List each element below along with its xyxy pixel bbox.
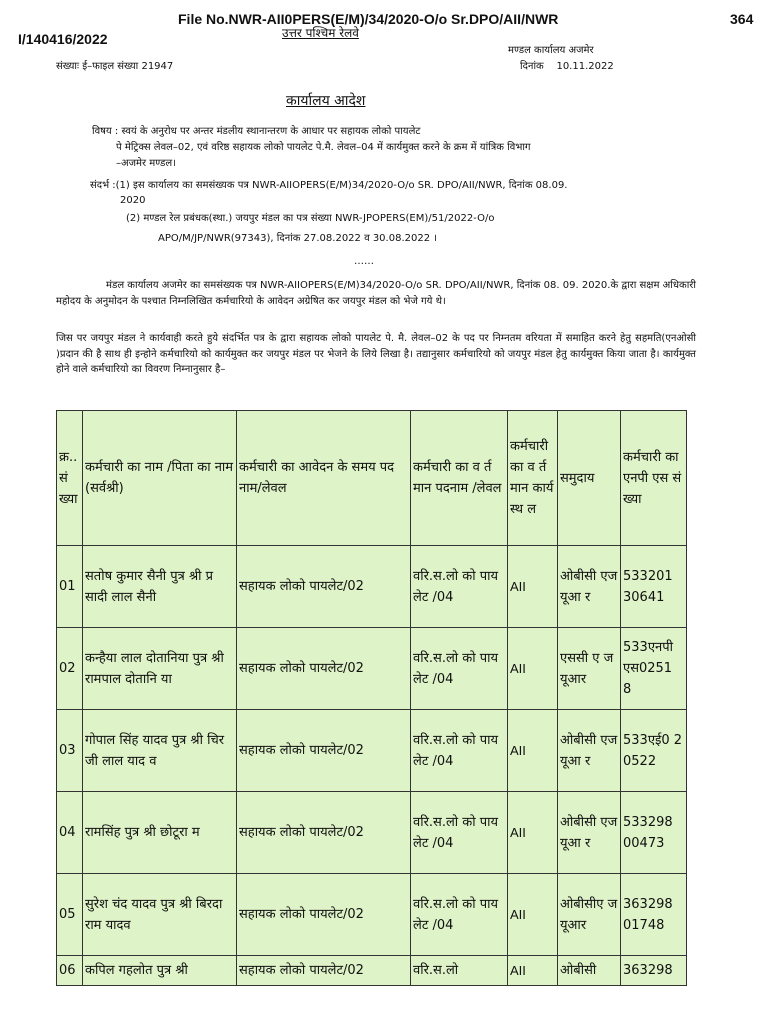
date-value: 10.11.2022 (556, 61, 614, 72)
header-workplace: कर्मचारी का व र्तमान कार्यस्थ ल (508, 411, 558, 546)
cell-applied-post: सहायक लोको पायलेट/02 (237, 546, 411, 628)
page-number: 364 (730, 11, 754, 27)
cell-workplace: AII (508, 628, 558, 710)
table-row (57, 874, 687, 956)
office-order-title: कार्यालय आदेश (286, 93, 366, 109)
header-serial: क्र.. सं ख्या (57, 411, 83, 546)
separator-dots: …… (354, 256, 374, 267)
table-row (57, 956, 687, 986)
staff-table (56, 410, 687, 986)
date-label: दिनांक (520, 61, 544, 72)
office-name: मण्डल कार्यालय अजमेर (508, 45, 594, 56)
cell-name: सुरेश चंद यादव पुत्र श्री बिरदा राम यादव (83, 874, 237, 956)
cell-nps: 363298 01748 (621, 874, 687, 956)
cell-serial: 02 (57, 628, 83, 710)
cell-nps: 533एई0 20522 (621, 710, 687, 792)
paragraph-1: मंडल कार्यालय अजमेर का समसंख्यक पत्र NWR-AIIOPERS(E/M)34/2020-O/o SR. DPO/AII/NWR, दिनांक 08. 09. 2020.के द्वारा सक्षम अधिकारी महोदय के अनुमोदन के पश्चात निम्नलिखित कर्मचारियो के आवेदन अग्रेषित कर जयपुर मंडल को भेजे गये थे। (56, 280, 696, 307)
cell-community: एससी ए ज यूआर (558, 628, 621, 710)
cell-applied-post: सहायक लोको पायलेट/02 (237, 874, 411, 956)
table-row (57, 628, 687, 710)
subject-line-3: –अजमेर मण्डल। (116, 158, 176, 169)
header-applied-post: कर्मचारी का आवेदन के समय पदनाम/लेवल (237, 411, 411, 546)
header-current-post: कर्मचारी का व र्तमान पदनाम /लेवल (411, 411, 508, 546)
table-header-row (57, 411, 687, 546)
table-row (57, 792, 687, 874)
cell-current-post: वरि.स.लो को पायलेट /04 (411, 874, 508, 956)
cell-current-post: वरि.स.लो को पायलेट /04 (411, 792, 508, 874)
table-row (57, 546, 687, 628)
cell-serial: 01 (57, 546, 83, 628)
header-community: समुदाय (558, 411, 621, 546)
cell-current-post: वरि.स.लो को पायलेट /04 (411, 710, 508, 792)
cell-serial: 06 (57, 956, 83, 986)
table-row (57, 710, 687, 792)
railway-name: उत्तर पश्चिम रेलवे (282, 26, 359, 40)
cell-serial: 03 (57, 710, 83, 792)
cell-applied-post: सहायक लोको पायलेट/02 (237, 792, 411, 874)
cell-name: कन्हैया लाल दोतानिया पुत्र श्री रामपाल दोतानि या (83, 628, 237, 710)
cell-current-post: वरि.स.लो (411, 956, 508, 986)
cell-current-post: वरि.स.लो को पायलेट /04 (411, 628, 508, 710)
cell-workplace: AII (508, 546, 558, 628)
cell-applied-post: सहायक लोको पायलेट/02 (237, 956, 411, 986)
cell-community: ओबीसी एज यूआ र (558, 546, 621, 628)
subject-line-1: विषय : स्वयं के अनुरोध पर अन्तर मंडलीय स्थानान्तरण के आधार पर सहायक लोको पायलेट (92, 126, 421, 137)
cell-applied-post: सहायक लोको पायलेट/02 (237, 710, 411, 792)
cell-name: कपिल गहलोत पुत्र श्री (83, 956, 237, 986)
file-number: File No.NWR-AII0PERS(E/M)/34/2020-O/o Sr.DPO/AII/NWR (178, 11, 559, 27)
cell-community: ओबीसी एज यूआ र (558, 792, 621, 874)
cell-nps: 533201 30641 (621, 546, 687, 628)
reference-2-line-2: APO/M/JP/NWR(97343), दिनांक 27.08.2022 व 30.08.2022 । (158, 233, 438, 244)
header-name: कर्मचारी का नाम /पिता का नाम (सर्वश्री) (83, 411, 237, 546)
header-nps: कर्मचारी का एनपी एस सं ख्या (621, 411, 687, 546)
cell-community: ओबीसी एज यूआ र (558, 710, 621, 792)
cell-current-post: वरि.स.लो को पायलेट /04 (411, 546, 508, 628)
cell-nps: 533298 00473 (621, 792, 687, 874)
cell-workplace: AII (508, 874, 558, 956)
cell-applied-post: सहायक लोको पायलेट/02 (237, 628, 411, 710)
cell-name: सतोष कुमार सैनी पुत्र श्री प्रसादी लाल सैनी (83, 546, 237, 628)
cell-serial: 04 (57, 792, 83, 874)
cell-community: ओबीसी (558, 956, 621, 986)
cell-workplace: AII (508, 792, 558, 874)
cell-nps: 363298 (621, 956, 687, 986)
cell-community: ओबीसीए ज यूआर (558, 874, 621, 956)
reference-2-line-1: (2) मण्डल रेल प्रबंधक(स्था.) जयपुर मंडल का पत्र संख्या NWR-JPOPERS(EM)/51/2022-O/o (126, 213, 495, 224)
cell-serial: 05 (57, 874, 83, 956)
cell-workplace: AII (508, 956, 558, 986)
paragraph-2: जिस पर जयपुर मंडल ने कार्यवाही करते हुये संदर्भित पत्र के द्वारा सहायक लोको पायलेट पे. मै. लेवल–02 के पद पर निम्नतम वरियता में समाहित करने हेतु सहमति(एनओसी )प्रदान की है साथ ही इन्होने कर्मचारियो को कार्यमुक्त कर जयपुर मंडल पर भेजने के लिये लिखा है। तद्यानुसार कर्मचारियो को जयपुर मंडल हेतु कार्यमुक्त किया जाता है। कार्यमुक्त होने वाले कर्मचारियो का विवरण निम्नानुसार है– (56, 333, 696, 375)
cell-nps: 533एनपी एस0251 8 (621, 628, 687, 710)
cell-name: रामसिंह पुत्र श्री छोटूरा म (83, 792, 237, 874)
reference-1-line-1: संदर्भ :(1) इस कार्यालय का समसंख्यक पत्र NWR-AIIOPERS(E/M)34/2020-O/o SR. DPO/AII/NWR, दिनांक 08.09. (90, 180, 568, 191)
efile-number: संख्याः ई–फाइल संख्या 21947 (56, 61, 174, 72)
cell-name: गोपाल सिंह यादव पुत्र श्री चिरजी लाल याद व (83, 710, 237, 792)
cell-workplace: AII (508, 710, 558, 792)
reference-1-line-2: 2020 (120, 195, 146, 206)
date-line (520, 58, 614, 72)
reference-number: I/140416/2022 (18, 31, 108, 47)
subject-line-2: पे मेट्रिक्स लेवल–02, एवं वरिष्ठ सहायक लोको पायलेट पे.मै. लेवल–04 में कार्यमुक्त करने के क्रम में यांत्रिक विभाग (116, 142, 531, 153)
